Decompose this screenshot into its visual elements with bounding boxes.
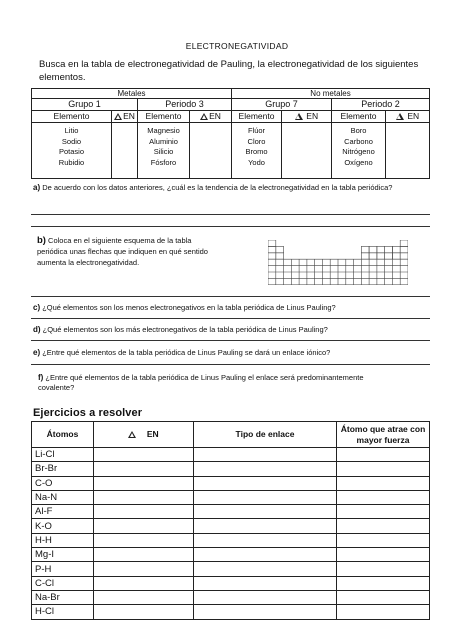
element-name: Silicio	[153, 147, 174, 156]
atom-pair: Li-Cl	[32, 448, 94, 462]
atomos-header: Átomos	[32, 422, 94, 448]
metales-header: Metales	[32, 89, 232, 99]
bond-type-cell[interactable]	[194, 448, 337, 462]
en-answer-cell[interactable]	[112, 123, 138, 179]
en-header: EN	[282, 111, 332, 123]
elemento-header: Elemento	[32, 111, 112, 123]
delta-icon	[396, 113, 404, 120]
bond-type-cell[interactable]	[194, 605, 337, 619]
atom-pair: H-Cl	[32, 605, 94, 619]
en-cell[interactable]	[94, 605, 194, 619]
en-answer-cell[interactable]	[386, 123, 430, 179]
en-answer-cell[interactable]	[190, 123, 232, 179]
atom-pair: P-H	[32, 562, 94, 576]
en-answer-cell[interactable]	[282, 123, 332, 179]
answer-line[interactable]	[31, 318, 430, 319]
bond-type-cell[interactable]	[194, 533, 337, 547]
table-row	[32, 576, 430, 590]
atom-pair: Na-N	[32, 490, 94, 504]
stronger-atom-cell[interactable]	[337, 548, 430, 562]
en-cell[interactable]	[94, 505, 194, 519]
bond-type-cell[interactable]	[194, 562, 337, 576]
element-name: Flúor	[247, 126, 266, 135]
question-e: e) ¿Entre qué elementos de la tabla periódica de Linus Pauling se dará un enlace iónico?	[33, 348, 331, 357]
atom-pair: C-Cl	[32, 576, 94, 590]
bond-type-cell[interactable]	[194, 462, 337, 476]
en-header: EN	[386, 111, 430, 123]
element-name: Rubidio	[58, 157, 85, 167]
bond-type-cell[interactable]	[194, 548, 337, 562]
element-name: Magnesio	[147, 126, 180, 135]
stronger-atom-cell[interactable]	[337, 605, 430, 619]
stronger-atom-cell[interactable]	[337, 476, 430, 490]
atom-pair: K-O	[32, 519, 94, 533]
bond-type-cell[interactable]	[194, 519, 337, 533]
table-row	[32, 519, 430, 533]
answer-line[interactable]	[31, 340, 430, 341]
exercises-title: Ejercicios a resolver	[33, 407, 143, 419]
elemento-header: Elemento	[332, 111, 386, 123]
stronger-atom-cell[interactable]	[337, 519, 430, 533]
stronger-atom-cell[interactable]	[337, 590, 430, 604]
bond-type-cell[interactable]	[194, 490, 337, 504]
en-cell[interactable]	[94, 462, 194, 476]
atom-pair: C-O	[32, 476, 94, 490]
stronger-atom-cell[interactable]	[337, 448, 430, 462]
answer-line[interactable]	[31, 364, 430, 365]
en-header: EN	[190, 111, 232, 123]
en-cell[interactable]	[94, 519, 194, 533]
table-row	[32, 548, 430, 562]
element-list	[332, 123, 386, 179]
stronger-atom-cell[interactable]	[337, 562, 430, 576]
atom-pair: Mg-I	[32, 548, 94, 562]
table-row	[32, 533, 430, 547]
en-cell[interactable]	[94, 533, 194, 547]
elemento-header: Elemento	[138, 111, 190, 123]
table-row	[32, 462, 430, 476]
question-a: a) De acuerdo con los datos anteriores, ¿cuál es la tendencia de la electronegatividad en la tabla periódica?	[33, 183, 393, 192]
stronger-atom-cell[interactable]	[337, 576, 430, 590]
element-name: Carbono	[344, 136, 373, 146]
delta-icon	[128, 431, 136, 438]
divider	[31, 226, 430, 227]
en-header: EN	[112, 111, 138, 123]
element-name: Oxígeno	[344, 157, 373, 167]
en-cell[interactable]	[94, 590, 194, 604]
table-row	[32, 448, 430, 462]
stronger-atom-cell[interactable]	[337, 490, 430, 504]
element-name: Potasio	[58, 147, 85, 156]
element-name: Sodio	[61, 136, 82, 146]
group-header: Grupo 7	[232, 99, 332, 111]
delta-icon	[295, 113, 303, 120]
en-cell[interactable]	[94, 562, 194, 576]
table-row	[32, 490, 430, 504]
element-name: Yodo	[248, 157, 265, 167]
elemento-header: Elemento	[232, 111, 282, 123]
element-list	[138, 123, 190, 179]
element-name: Litio	[64, 126, 79, 135]
electronegativity-table	[31, 88, 430, 179]
stronger-atom-cell[interactable]	[337, 462, 430, 476]
en-cell[interactable]	[94, 576, 194, 590]
table-row	[32, 562, 430, 576]
intro-text: Busca en la tabla de electronegatividad de Pauling, la electronegatividad de los siguientes elementos.	[39, 59, 419, 83]
stronger-atom-cell[interactable]	[337, 505, 430, 519]
question-c: c) ¿Qué elementos son los menos electronegativos en la tabla periódica de Linus Pauling?	[33, 303, 336, 312]
question-f: f) ¿Entre qué elementos de la tabla periódica de Linus Pauling el enlace será predominantemente covalente?	[38, 373, 364, 392]
group-header: Periodo 2	[332, 99, 430, 111]
question-b: b) Coloca en el siguiente esquema de la tabla periódica unas flechas que indiquen en qué sentido aumenta la electronegatividad.	[37, 235, 208, 267]
no-metales-header: No metales	[232, 89, 430, 99]
bond-type-cell[interactable]	[194, 576, 337, 590]
delta-icon	[200, 113, 208, 120]
divider	[31, 296, 430, 297]
group-header: Grupo 1	[32, 99, 138, 111]
exercises-table	[31, 421, 430, 620]
element-name: Boro	[350, 126, 367, 135]
element-name: Cloro	[247, 136, 266, 146]
page-title: ELECTRONEGATIVIDAD	[185, 41, 289, 51]
stronger-atom-cell[interactable]	[337, 533, 430, 547]
atom-pair: Al-F	[32, 505, 94, 519]
bond-type-cell[interactable]	[194, 505, 337, 519]
periodic-table-outline[interactable]	[268, 240, 408, 285]
table-row	[32, 605, 430, 619]
atomo-atrae-header: Átomo que atrae con mayor fuerza	[337, 422, 430, 448]
delta-icon	[114, 113, 122, 120]
element-name: Aluminio	[149, 136, 178, 146]
element-list	[232, 123, 282, 179]
element-name: Fósforo	[150, 157, 177, 167]
table-row	[32, 476, 430, 490]
table-row	[32, 505, 430, 519]
en-cell[interactable]	[94, 548, 194, 562]
group-header: Periodo 3	[138, 99, 232, 111]
element-name: Nitrógeno	[342, 147, 375, 156]
answer-line[interactable]	[31, 214, 430, 215]
element-list	[32, 123, 112, 179]
bond-type-cell[interactable]	[194, 476, 337, 490]
en-cell[interactable]	[94, 448, 194, 462]
tipo-enlace-header: Tipo de enlace	[194, 422, 337, 448]
en-cell[interactable]	[94, 490, 194, 504]
bond-type-cell[interactable]	[194, 590, 337, 604]
en-cell[interactable]	[94, 476, 194, 490]
en-header: EN	[94, 422, 194, 448]
element-name: Bromo	[245, 147, 268, 156]
question-d: d) ¿Qué elementos son los más electronegativos de la tabla periódica de Linus Pauling?	[33, 325, 328, 334]
atom-pair: Na-Br	[32, 590, 94, 604]
atom-pair: H-H	[32, 533, 94, 547]
atom-pair: Br-Br	[32, 462, 94, 476]
table-row	[32, 590, 430, 604]
